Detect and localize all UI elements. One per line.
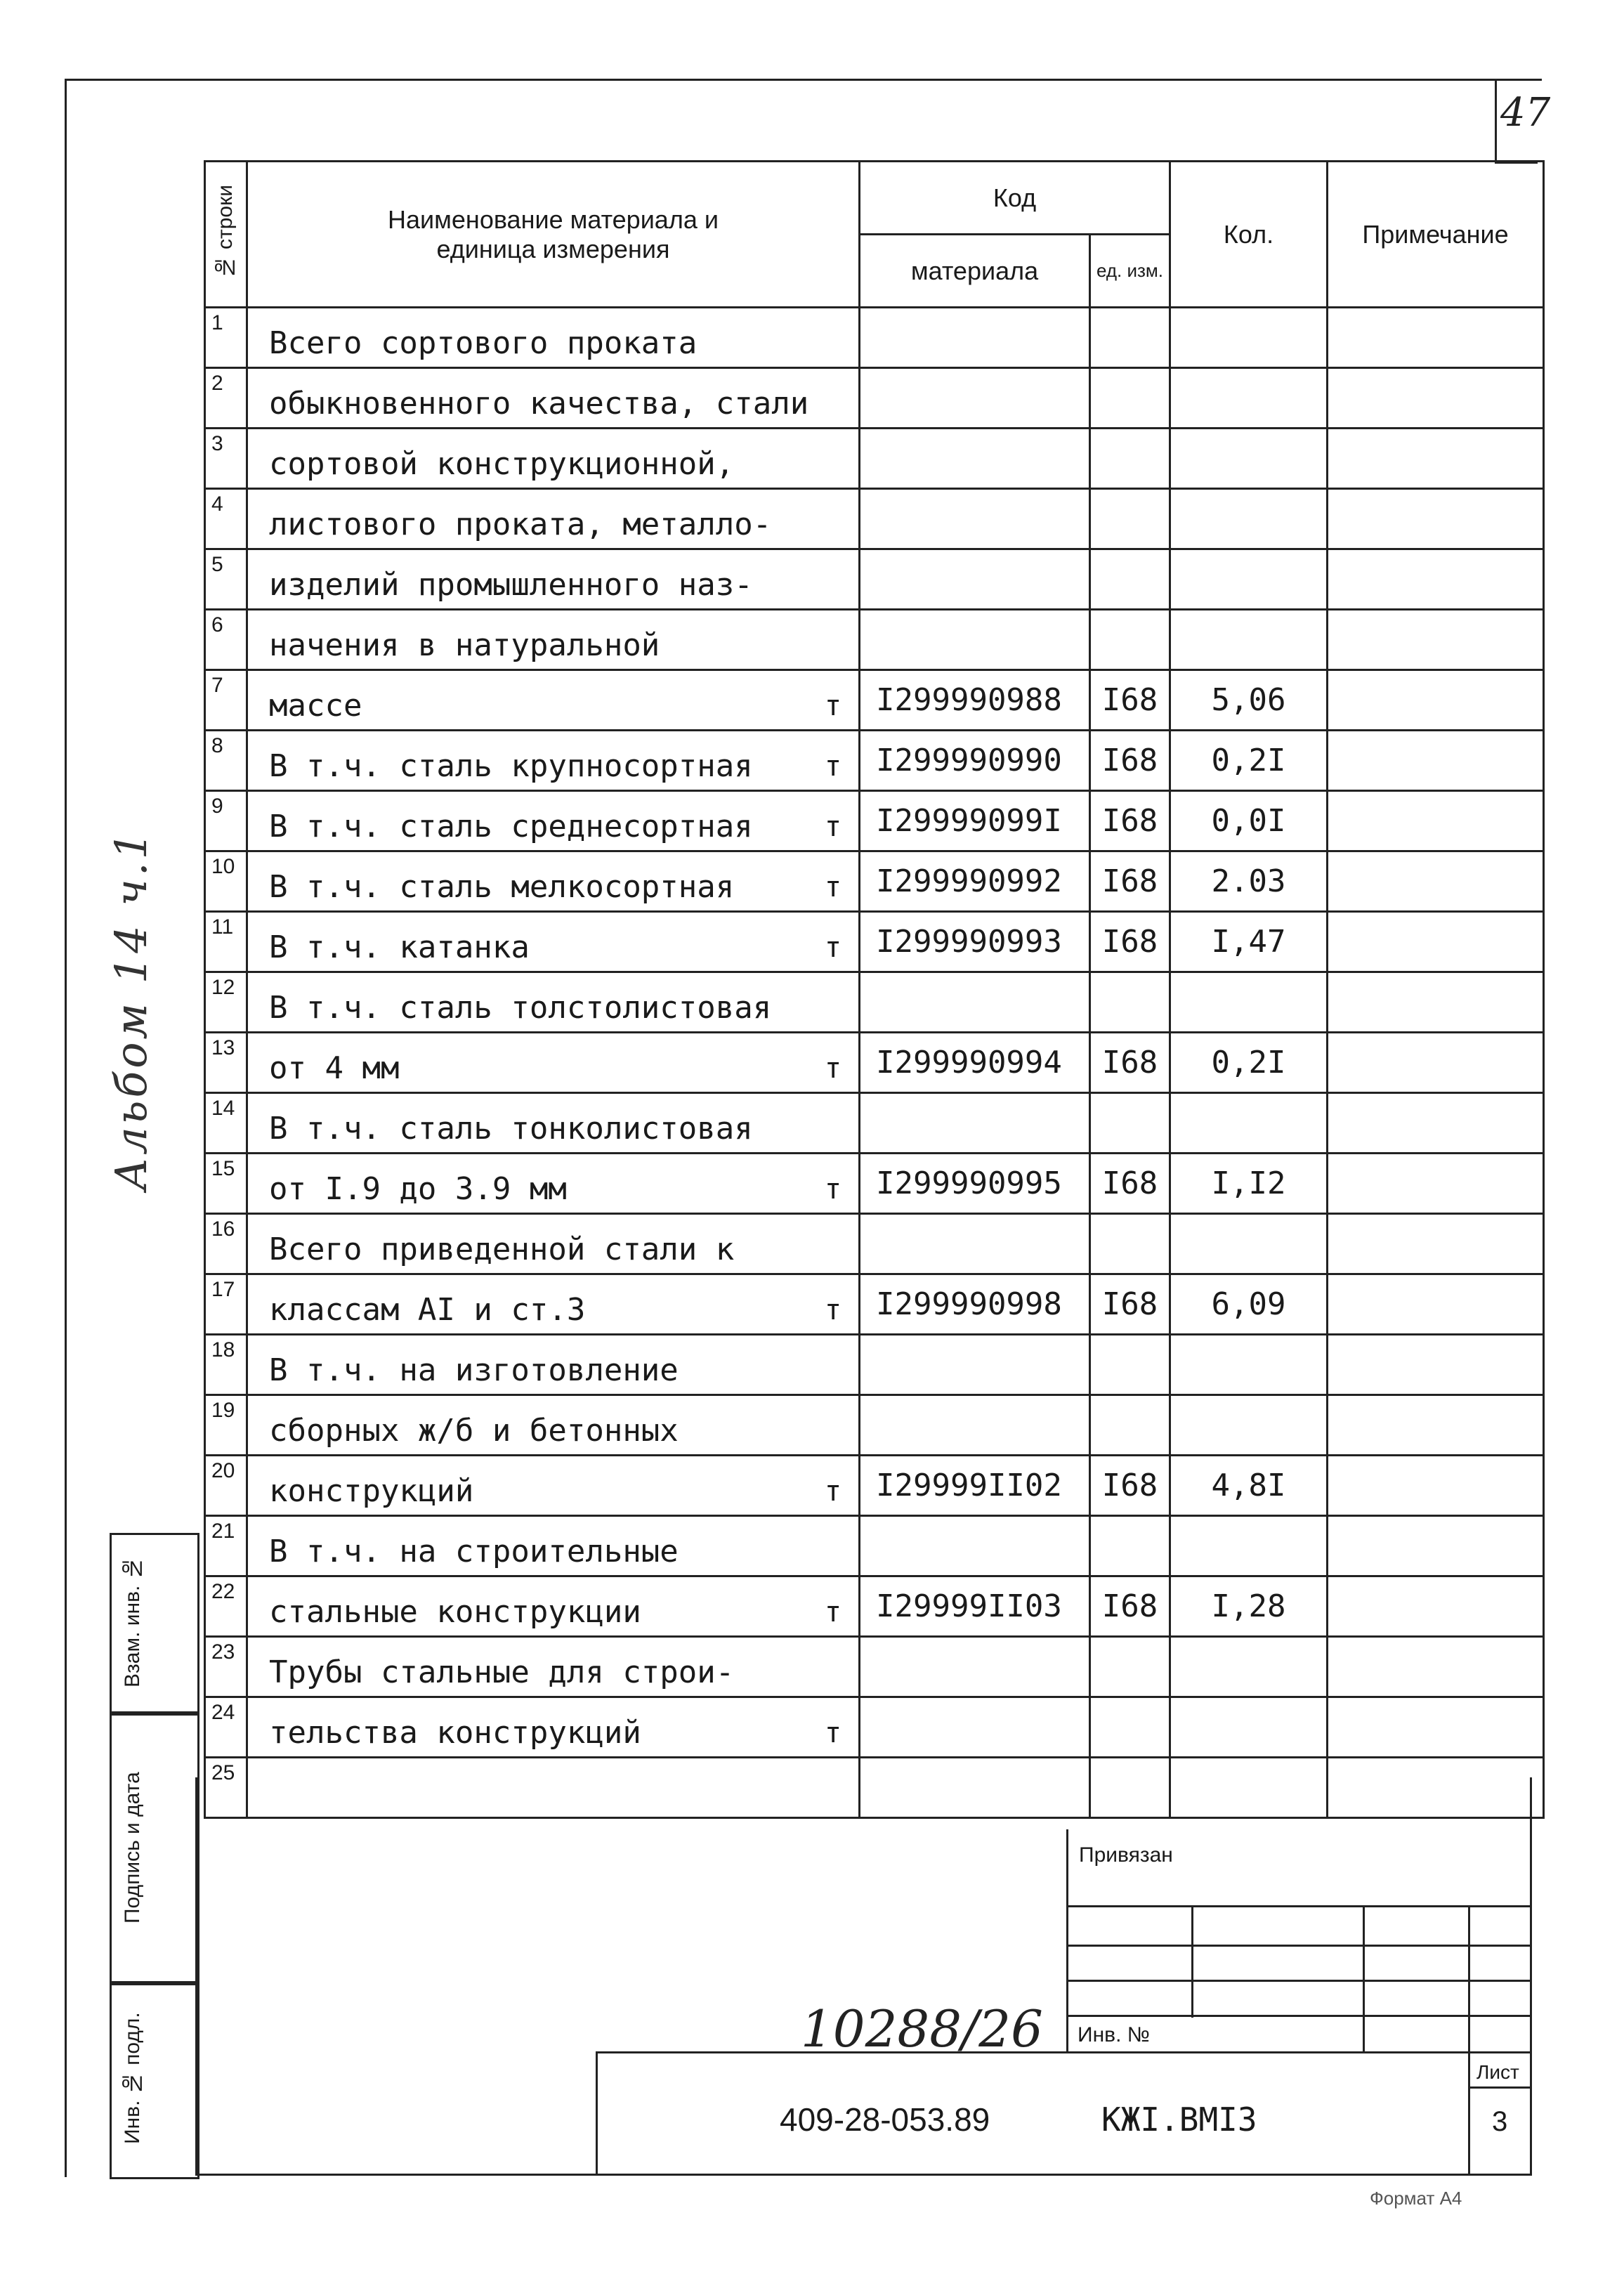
note-cell xyxy=(1328,1214,1544,1274)
material-name-cell xyxy=(247,670,860,731)
note-cell xyxy=(1328,549,1544,610)
unit-code: I68 xyxy=(1090,912,1170,972)
material-name-cell xyxy=(247,429,860,489)
note-cell xyxy=(1328,1697,1544,1758)
header-code-material: материала xyxy=(860,235,1090,308)
material-name: массе xyxy=(269,688,362,724)
material-code: I29999II03 xyxy=(860,1576,1090,1637)
table-row xyxy=(205,1697,1544,1758)
material-code: I29999099I xyxy=(860,791,1090,851)
table-row xyxy=(205,851,1544,912)
material-name: В т.ч. сталь среднесортная xyxy=(269,809,753,844)
unit-code: I68 xyxy=(1090,670,1170,731)
material-code xyxy=(860,1637,1090,1697)
unit-of-measure: т xyxy=(824,1717,842,1749)
table-row xyxy=(205,368,1544,429)
header-name: Наименование материала и единица измерения xyxy=(247,162,860,308)
material-code xyxy=(860,1395,1090,1456)
unit-code xyxy=(1090,1637,1170,1697)
header-code-unit: ед. изм. xyxy=(1090,235,1170,308)
row-number: 20 xyxy=(205,1456,247,1516)
quantity xyxy=(1170,308,1328,368)
doc-code-suffix: КЖI.ВМI3 xyxy=(1101,2101,1257,2138)
quantity xyxy=(1170,1697,1328,1758)
table-row xyxy=(205,489,1544,549)
quantity xyxy=(1170,368,1328,429)
quantity xyxy=(1170,489,1328,549)
quantity xyxy=(1170,1637,1328,1697)
material-code: I299990993 xyxy=(860,912,1090,972)
unit-code: I68 xyxy=(1090,1274,1170,1335)
table-row xyxy=(205,1576,1544,1637)
unit-code: I68 xyxy=(1090,791,1170,851)
material-code xyxy=(860,1093,1090,1154)
stamp-line-v4 xyxy=(1363,1905,1365,2051)
material-name-cell xyxy=(247,1637,860,1697)
material-name-cell xyxy=(247,1214,860,1274)
material-name-cell xyxy=(247,1697,860,1758)
note-cell xyxy=(1328,731,1544,791)
unit-code xyxy=(1090,1697,1170,1758)
unit-code xyxy=(1090,1093,1170,1154)
material-code xyxy=(860,1335,1090,1395)
side-label-vzam: Взам. инв. № xyxy=(121,1556,144,1688)
table-row xyxy=(205,731,1544,791)
table-row xyxy=(205,1395,1544,1456)
quantity: 4,8I xyxy=(1170,1456,1328,1516)
material-name-cell xyxy=(247,1516,860,1576)
quantity xyxy=(1170,549,1328,610)
material-name: тельства конструкций xyxy=(269,1715,641,1751)
unit-code xyxy=(1090,1214,1170,1274)
note-cell xyxy=(1328,1093,1544,1154)
material-code xyxy=(860,489,1090,549)
row-number: 22 xyxy=(205,1576,247,1637)
material-name-cell xyxy=(247,972,860,1033)
material-code: I299990995 xyxy=(860,1154,1090,1214)
quantity: I,28 xyxy=(1170,1576,1328,1637)
row-number: 10 xyxy=(205,851,247,912)
quantity: 0,2I xyxy=(1170,731,1328,791)
row-number: 1 xyxy=(205,308,247,368)
row-number: 4 xyxy=(205,489,247,549)
side-label-inv-podl: Инв. № подл. xyxy=(121,2012,144,2144)
unit-code: I68 xyxy=(1090,731,1170,791)
stamp-line-v2 xyxy=(596,2051,598,2175)
table-row xyxy=(205,308,1544,368)
unit-of-measure: т xyxy=(824,1173,842,1206)
material-name: Трубы стальные для строи- xyxy=(269,1654,735,1690)
material-code: I299990992 xyxy=(860,851,1090,912)
unit-of-measure: т xyxy=(824,1052,842,1085)
quantity: I,I2 xyxy=(1170,1154,1328,1214)
material-code xyxy=(860,308,1090,368)
unit-code xyxy=(1090,1516,1170,1576)
header-note: Примечание xyxy=(1328,162,1544,308)
note-cell xyxy=(1328,610,1544,670)
row-number: 8 xyxy=(205,731,247,791)
note-cell xyxy=(1328,1758,1544,1818)
note-cell xyxy=(1328,1456,1544,1516)
row-number: 11 xyxy=(205,912,247,972)
row-number: 5 xyxy=(205,549,247,610)
unit-code: I68 xyxy=(1090,1154,1170,1214)
row-number: 12 xyxy=(205,972,247,1033)
material-name-cell xyxy=(247,791,860,851)
row-number: 14 xyxy=(205,1093,247,1154)
table-row xyxy=(205,1154,1544,1214)
material-name-cell xyxy=(247,1758,860,1818)
unit-of-measure: т xyxy=(824,1596,842,1628)
stamp-outline-right xyxy=(1530,1777,1532,2175)
material-name: изделий промышленного наз- xyxy=(269,567,753,603)
material-name: начения в натуральной xyxy=(269,627,660,663)
row-number: 13 xyxy=(205,1033,247,1093)
material-code xyxy=(860,549,1090,610)
stamp-line-v1 xyxy=(1066,1829,1068,2053)
unit-of-measure: т xyxy=(824,811,842,843)
material-name-cell xyxy=(247,1335,860,1395)
quantity: 0,2I xyxy=(1170,1033,1328,1093)
material-code: I299990990 xyxy=(860,731,1090,791)
material-code xyxy=(860,368,1090,429)
quantity xyxy=(1170,1758,1328,1818)
table-row xyxy=(205,1033,1544,1093)
material-name: В т.ч. катанка xyxy=(269,929,530,965)
row-number: 24 xyxy=(205,1697,247,1758)
material-name-cell xyxy=(247,851,860,912)
quantity xyxy=(1170,1395,1328,1456)
handwritten-inventory-number: 10288/26 xyxy=(801,1999,1043,2058)
material-name-cell xyxy=(247,1456,860,1516)
material-name: В т.ч. на строительные xyxy=(269,1534,679,1569)
unit-code xyxy=(1090,368,1170,429)
material-name-cell xyxy=(247,912,860,972)
table-row xyxy=(205,972,1544,1033)
material-name-cell xyxy=(247,1093,860,1154)
material-name-cell xyxy=(247,368,860,429)
stamp-line-h2 xyxy=(1066,1945,1532,1947)
note-cell xyxy=(1328,972,1544,1033)
material-name: В т.ч. сталь крупносортная xyxy=(269,748,753,784)
quantity xyxy=(1170,1516,1328,1576)
material-code xyxy=(860,1516,1090,1576)
row-number: 3 xyxy=(205,429,247,489)
quantity: 6,09 xyxy=(1170,1274,1328,1335)
material-name: от 4 мм xyxy=(269,1050,400,1086)
unit-of-measure: т xyxy=(824,871,842,903)
material-name-cell xyxy=(247,1576,860,1637)
note-cell xyxy=(1328,489,1544,549)
stamp-line-v5 xyxy=(1468,1905,1470,2175)
note-cell xyxy=(1328,1154,1544,1214)
table-row xyxy=(205,670,1544,731)
stamp-outline-left xyxy=(195,1777,197,2175)
row-number: 2 xyxy=(205,368,247,429)
note-cell xyxy=(1328,1516,1544,1576)
unit-of-measure: т xyxy=(824,690,842,722)
material-code xyxy=(860,1697,1090,1758)
unit-of-measure: т xyxy=(824,1475,842,1508)
material-name-cell xyxy=(247,489,860,549)
material-name: В т.ч. сталь тонколистовая xyxy=(269,1111,753,1147)
note-cell xyxy=(1328,368,1544,429)
material-name: Всего сортового проката xyxy=(269,325,698,361)
quantity xyxy=(1170,1335,1328,1395)
material-code xyxy=(860,610,1090,670)
table-row xyxy=(205,610,1544,670)
doc-code: 409-28-053.89 xyxy=(780,2101,990,2138)
note-cell xyxy=(1328,429,1544,489)
note-cell xyxy=(1328,1335,1544,1395)
material-name-cell xyxy=(247,1395,860,1456)
row-number: 21 xyxy=(205,1516,247,1576)
stamp-line-h3 xyxy=(1066,1980,1532,1982)
unit-code: I68 xyxy=(1090,1456,1170,1516)
note-cell xyxy=(1328,912,1544,972)
sheet-number-handwritten: 47 xyxy=(1500,90,1551,136)
stamp-list-label: Лист xyxy=(1476,2061,1519,2083)
note-cell xyxy=(1328,1576,1544,1637)
unit-code xyxy=(1090,972,1170,1033)
unit-of-measure: т xyxy=(824,1294,842,1326)
unit-code: I68 xyxy=(1090,1033,1170,1093)
quantity: I,47 xyxy=(1170,912,1328,972)
quantity: 2.03 xyxy=(1170,851,1328,912)
material-name: В т.ч. сталь мелкосортная xyxy=(269,869,735,905)
table-row xyxy=(205,912,1544,972)
header-code: Код xyxy=(860,162,1170,235)
unit-of-measure: т xyxy=(824,750,842,783)
stamp-line-v3 xyxy=(1191,1905,1193,2018)
material-code: I299990988 xyxy=(860,670,1090,731)
material-name: В т.ч. на изготовление xyxy=(269,1352,679,1388)
material-name: обыкновенного качества, стали xyxy=(269,386,809,422)
material-code: I299990998 xyxy=(860,1274,1090,1335)
album-note: Альбом 14 ч.1 xyxy=(105,829,157,1191)
row-number: 23 xyxy=(205,1637,247,1697)
unit-code xyxy=(1090,610,1170,670)
table-row xyxy=(205,791,1544,851)
quantity xyxy=(1170,429,1328,489)
stamp-outline-bottom xyxy=(195,2174,1532,2176)
unit-code: I68 xyxy=(1090,1576,1170,1637)
material-name-cell xyxy=(247,610,860,670)
row-number: 25 xyxy=(205,1758,247,1818)
header-qty: Кол. xyxy=(1170,162,1328,308)
table-row xyxy=(205,1456,1544,1516)
material-name: от I.9 до 3.9 мм xyxy=(269,1171,567,1207)
material-name-cell xyxy=(247,1033,860,1093)
side-label-podpis: Подпись и дата xyxy=(121,1772,144,1923)
header-row-number: № строки xyxy=(205,162,247,308)
stamp-line-h4 xyxy=(1066,2015,1532,2017)
format-label: Формат А4 xyxy=(1370,2188,1462,2209)
material-name: листового проката, металло- xyxy=(269,507,772,542)
material-name: классам AI и ст.3 xyxy=(269,1292,586,1328)
quantity: 0,0I xyxy=(1170,791,1328,851)
note-cell xyxy=(1328,791,1544,851)
row-number: 17 xyxy=(205,1274,247,1335)
row-number: 16 xyxy=(205,1214,247,1274)
stamp-inv-no: Инв. № xyxy=(1078,2023,1150,2046)
unit-code xyxy=(1090,1395,1170,1456)
stamp-line-h6 xyxy=(1468,2086,1532,2089)
table-row xyxy=(205,1214,1544,1274)
material-code xyxy=(860,1214,1090,1274)
table-row xyxy=(205,1274,1544,1335)
row-number: 6 xyxy=(205,610,247,670)
quantity xyxy=(1170,972,1328,1033)
table-row xyxy=(205,1093,1544,1154)
material-code xyxy=(860,972,1090,1033)
stamp-list-value: 3 xyxy=(1492,2106,1508,2137)
material-name: В т.ч. сталь толстолистовая xyxy=(269,990,772,1026)
material-name-cell xyxy=(247,731,860,791)
material-name: Всего приведенной стали к xyxy=(269,1232,735,1267)
quantity xyxy=(1170,610,1328,670)
note-cell xyxy=(1328,670,1544,731)
unit-code xyxy=(1090,429,1170,489)
material-code: I299990994 xyxy=(860,1033,1090,1093)
stamp-privyazan: Привязан xyxy=(1079,1843,1173,1867)
unit-code xyxy=(1090,1335,1170,1395)
note-cell xyxy=(1328,1637,1544,1697)
stamp-line-h1 xyxy=(1066,1905,1532,1907)
material-code: I29999II02 xyxy=(860,1456,1090,1516)
note-cell xyxy=(1328,308,1544,368)
stamp-line-h5 xyxy=(596,2051,1532,2053)
unit-of-measure: т xyxy=(824,932,842,964)
table-row xyxy=(205,549,1544,610)
table-row xyxy=(205,1637,1544,1697)
row-number: 15 xyxy=(205,1154,247,1214)
note-cell xyxy=(1328,1395,1544,1456)
materials-table xyxy=(204,160,1545,1819)
table-row xyxy=(205,1758,1544,1818)
unit-code xyxy=(1090,549,1170,610)
unit-code xyxy=(1090,308,1170,368)
row-number: 9 xyxy=(205,791,247,851)
table-row xyxy=(205,1516,1544,1576)
material-name: конструкций xyxy=(269,1473,474,1509)
note-cell xyxy=(1328,1274,1544,1335)
material-name-cell xyxy=(247,549,860,610)
quantity xyxy=(1170,1214,1328,1274)
material-name: стальные конструкции xyxy=(269,1594,641,1630)
material-name: сборных ж/б и бетонных xyxy=(269,1413,679,1449)
material-name-cell xyxy=(247,308,860,368)
note-cell xyxy=(1328,1033,1544,1093)
material-name-cell xyxy=(247,1274,860,1335)
unit-code xyxy=(1090,489,1170,549)
note-cell xyxy=(1328,851,1544,912)
unit-code xyxy=(1090,1758,1170,1818)
row-number: 19 xyxy=(205,1395,247,1456)
material-code xyxy=(860,1758,1090,1818)
table-row xyxy=(205,1335,1544,1395)
row-number: 18 xyxy=(205,1335,247,1395)
row-number: 7 xyxy=(205,670,247,731)
table-row xyxy=(205,429,1544,489)
material-name-cell xyxy=(247,1154,860,1214)
unit-code: I68 xyxy=(1090,851,1170,912)
quantity: 5,06 xyxy=(1170,670,1328,731)
material-name: сортовой конструкционной, xyxy=(269,446,735,482)
material-code xyxy=(860,429,1090,489)
quantity xyxy=(1170,1093,1328,1154)
